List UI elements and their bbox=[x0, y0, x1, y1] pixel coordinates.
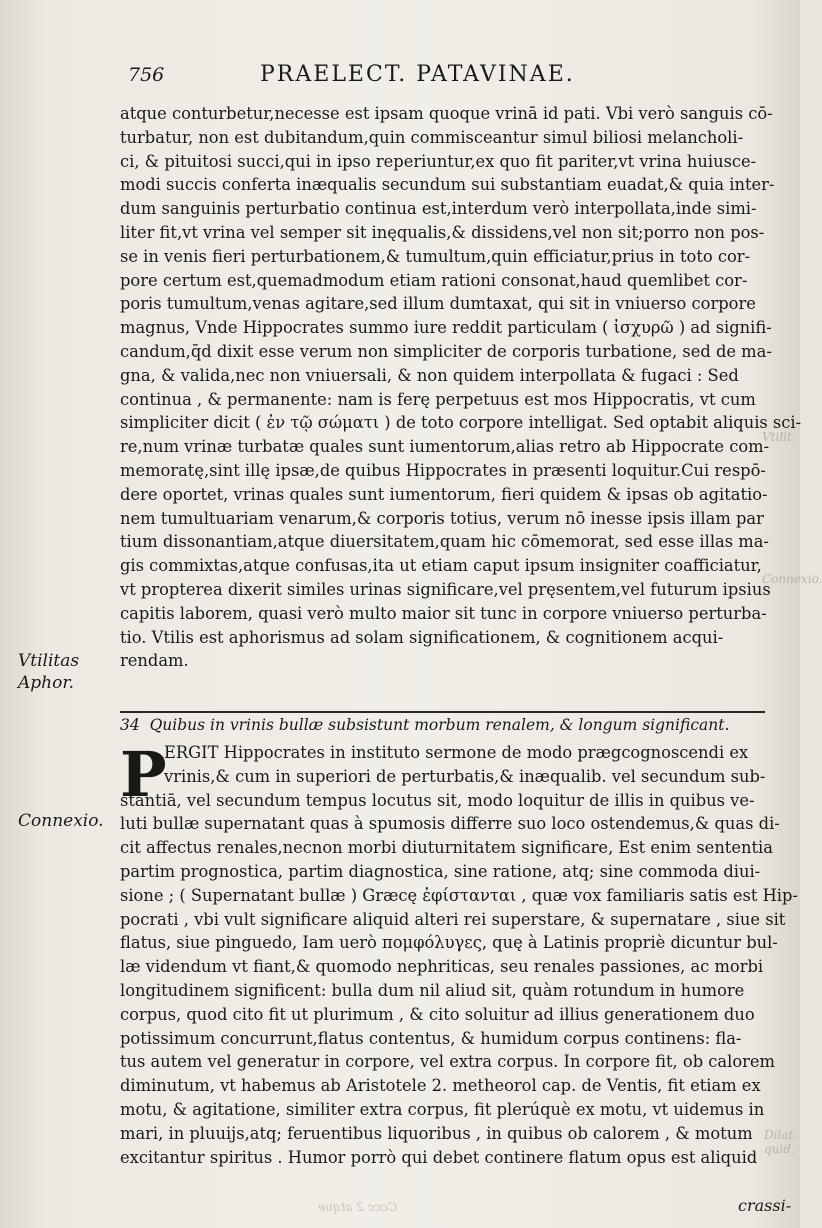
margin-note-line: Aphor. bbox=[18, 673, 75, 693]
text-line: vrinis,& cum in superiori de perturbatis,& inæqualib. vel secundum sub- bbox=[164, 766, 766, 786]
text-line: magnus, Vnde Hippocrates summo iure reddit particulam ( ἰσχυρῶ ) ad signifi- bbox=[120, 318, 772, 338]
text-line: ci, & pituitosi succi,qui in ipso reperiuntur,ex quo fit pariter,vt vrina huiusce- bbox=[120, 151, 757, 171]
aphorism-heading bbox=[120, 716, 780, 734]
text-line: luti bullæ supernatant quas à spumosis differre suo loco ostendemus,& quas di- bbox=[120, 814, 780, 834]
text-line: partim prognostica, partim diagnostica, sine ratione, atq; sine commoda diui- bbox=[120, 861, 761, 881]
text-line: sione ; ( Supernatant bullæ ) Græcę ἐφίστανται , quæ vox familiaris satis est Hip- bbox=[120, 885, 798, 905]
text-line: simpliciter dicit ( ἐν τῷ σώματι ) de toto corpore intelligat. Sed optabit aliquis sci- bbox=[120, 413, 802, 433]
text-line: corpus, quod cito fit ut plurimum , & cito soluitur ad illius generationem duo bbox=[120, 1004, 755, 1024]
margin-note-line: Vtilitas bbox=[18, 651, 80, 671]
text-line: continua , & permanente: nam is ferę perpetuus est mos Hippocratis, vt cum bbox=[120, 389, 756, 409]
commentary-text bbox=[120, 738, 798, 1169]
text-line: se in venis fieri perturbationem,& tumultum,quin efficiatur,prius in toto cor- bbox=[120, 246, 751, 266]
catchword: crassi- bbox=[738, 1196, 792, 1215]
text-line: memoratę,sint illę ipsæ,de quibus Hippocrates in præsenti loquitur.Cui respō- bbox=[120, 460, 766, 480]
text-line: potissimum concurrunt,flatus contentus, & humidum corpus continens: fla- bbox=[120, 1028, 742, 1048]
text-line: re,num vrinæ turbatæ quales sunt iumentorum,alias retro ab Hippocrate com- bbox=[120, 437, 770, 457]
margin-note-connexio: Connexio. bbox=[18, 811, 104, 831]
text-line: poris tumultum,venas agitare,sed illum dumtaxat, qui sit in vniuerso corpore bbox=[120, 294, 756, 314]
text-line: tio. Vtilis est aphorismus ad solam significationem, & cognitionem acqui- bbox=[120, 627, 724, 647]
text-line: cit affectus renales,necnon morbi diuturnitatem significare, Est enim sententia bbox=[120, 838, 773, 858]
bleed-through-note: Connexio. bbox=[762, 572, 822, 586]
page-header bbox=[128, 62, 728, 92]
text-line: atque conturbetur,necesse est ipsam quoque vrinā id pati. Vbi verò sanguis cō- bbox=[120, 104, 773, 123]
margin-note-utilitas bbox=[18, 650, 79, 694]
text-line: dum sanguinis perturbatio continua est,interdum verò interpollata,inde simi- bbox=[120, 199, 757, 219]
text-line: diminutum, vt habemus ab Aristotele 2. metheorol cap. de Ventis, fit etiam ex bbox=[120, 1076, 761, 1096]
text-line: turbatur, non est dubitandum,quin commisceantur simul biliosi melancholi- bbox=[120, 127, 744, 147]
bleed-through-note: Dilat. quid. bbox=[764, 1128, 798, 1156]
text-line: capitis laborem, quasi verò multo maior sit tunc in corpore vniuerso perturba- bbox=[120, 603, 767, 623]
text-line: mari, in pluuijs,atq; feruentibus liquoribus , in quibus ob calorem , & motum bbox=[120, 1123, 753, 1143]
text-line: nem tumultuariam venarum,& corporis totius, verum nō inesse ipsis illam par bbox=[120, 508, 764, 528]
text-line: ERGIT Hippocrates in instituto sermone de modo prægcognoscendi ex bbox=[164, 743, 749, 762]
text-line: stantiā, vel secundum tempus locutus sit, modo loquitur de illis in quibus ve- bbox=[120, 790, 755, 810]
text-line: longitudinem significent: bulla dum nil aliud sit, quàm rotundum in humore bbox=[120, 980, 745, 1000]
text-line: dere oportet, vrinas quales sunt iumentorum, fieri quidem & ipsas ob agitatio- bbox=[120, 484, 768, 504]
section-divider bbox=[120, 711, 765, 713]
text-line: flatus, siue pinguedo, Iam uerò πομφόλυγες, quę à Latinis propriè dicuntur bul- bbox=[120, 933, 778, 953]
body-text bbox=[120, 102, 802, 673]
aphorism-number: 34 bbox=[120, 716, 140, 734]
text-line: candum,q̄d dixit esse verum non simpliciter de corporis turbatione, sed de ma- bbox=[120, 341, 772, 361]
text-line: gna, & valida,nec non vniuersali, & non quidem interpollata & fugaci : Sed bbox=[120, 365, 739, 385]
text-line: rendam. bbox=[120, 651, 189, 671]
text-line: tium dissonantiam,atque diuersitatem,quam hic cōmemorat, sed esse illas ma- bbox=[120, 532, 769, 552]
bleed-through-note: Vtilit. bbox=[762, 430, 796, 444]
running-title: PRAELECT. PATAVINAE. bbox=[260, 62, 575, 87]
text-line: gis commixtas,atque confusas,ita ut etiam caput ipsum insigniter coafficiatur, bbox=[120, 556, 762, 576]
text-line: tus autem vel generatur in corpore, vel extra corpus. In corpore fit, ob calorem bbox=[120, 1052, 775, 1072]
text-line: pore certum est,quemadmodum etiam rationi consonat,haud quemlibet cor- bbox=[120, 270, 748, 290]
aphorism-text: Quibus in vrinis bullæ subsistunt morbum renalem, & longum significant. bbox=[149, 716, 730, 734]
page-number: 756 bbox=[128, 64, 165, 86]
drop-capital: P bbox=[120, 738, 167, 811]
text-line: vt propterea dixerit similes urinas significare,vel pręsentem,vel futurum ipsius bbox=[120, 579, 771, 599]
text-line: læ videndum vt fiant,& quomodo nephriticas, seu renales passiones, ac morbi bbox=[120, 957, 764, 977]
bleed-through-footer: Cccc 2 atque bbox=[318, 1200, 398, 1214]
text-line: excitantur spiritus . Humor porrò qui debet continere flatum opus est aliquid bbox=[120, 1147, 758, 1167]
text-line: liter fit,vt vrina vel semper sit inęqualis,& dissidens,vel non sit;porro non pos- bbox=[120, 222, 765, 242]
text-line: motu, & agitatione, similiter extra corpus, fit plerúquè ex motu, vt uidemus in bbox=[120, 1099, 765, 1119]
text-line: pocrati , vbi vult significare aliquid alteri rei superstare, & supernatare , siue sit bbox=[120, 909, 786, 929]
text-line: modi succis conferta inæqualis secundum sui substantiam euadat,& quia inter- bbox=[120, 175, 775, 195]
